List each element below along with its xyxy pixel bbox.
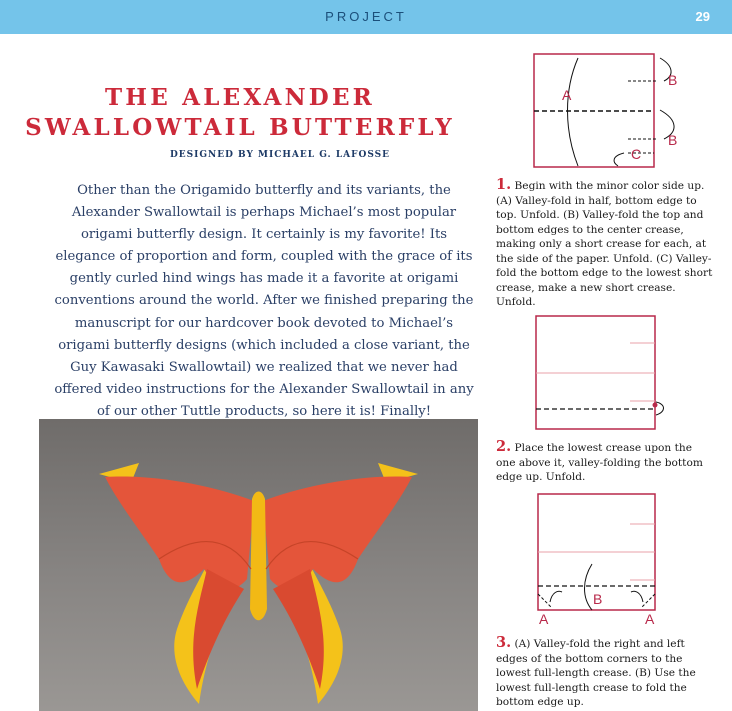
step-1-instructions [496, 178, 714, 310]
page-number: 29 [695, 9, 710, 24]
step-3-label-b: B [593, 591, 603, 607]
step-1-number: 1. [496, 176, 512, 193]
page-title [20, 83, 460, 143]
step-3-label-a-left: A [539, 611, 549, 627]
title-line-1: THE ALEXANDER [104, 84, 376, 111]
step-2-number: 2. [496, 438, 512, 455]
designer-byline: DESIGNED BY MICHAEL G. LAFOSSE [169, 150, 391, 160]
butterfly-photo [39, 419, 478, 711]
step-1-text: Begin with the minor color side up. (A) Valley-fold in half, bottom edge to top. Unfold. (B) Valley-fold the top and bottom edges to the center crease, making only a short crease for each, at the side of the paper. Unfold. (C) Valley-fold the bottom edge to the lowest short crease, make a new short crease. Unfold. [496, 180, 713, 308]
title-line-2: SWALLOWTAIL BUTTERFLY [25, 114, 455, 141]
intro-paragraph: Other than the Origamido butterfly and its variants, the Alexander Swallowtail is perhaps Michael’s most popular origami butterfly design. It certainly is my favorite! Its elegance of proportion and form, coupled with the grace of its gently curled hind wings has made it a favorite at origami conventions around the world. After we finished preparing the manuscript for our hardcover book devoted to Michael’s origami butterfly designs (which included a close variant, the Guy Kawasaki Swallowtail) we realized that we never had offered video instructions for the Alexander Swallowtail in any of our other Tuttle products, so here it is! Finally! [54, 183, 474, 419]
step-2-text: Place the lowest crease upon the one above it, valley-folding the bottom edge up. Unfold. [496, 442, 703, 483]
butterfly-illustration [39, 419, 478, 711]
section-label: PROJECT [325, 9, 407, 24]
step-2-diagram [530, 312, 700, 432]
step-3-diagram [530, 490, 680, 630]
step-2-instructions [496, 440, 714, 485]
header-bar [0, 0, 732, 34]
step-1-label-b2: B [668, 132, 678, 148]
step-3-text: (A) Valley-fold the right and left edges of the bottom corners to the lowest full-length crease. (B) Use the lowest full-length crease to fold the bottom edge up. [496, 638, 696, 708]
step-1-label-c: C [631, 146, 642, 162]
step-3-number: 3. [496, 634, 512, 651]
step-3-label-a-right: A [645, 611, 655, 627]
step-1-label-b1: B [668, 72, 678, 88]
step-1-diagram [528, 50, 703, 175]
step-1-label-a: A [562, 87, 572, 103]
step-3-instructions [496, 636, 714, 710]
